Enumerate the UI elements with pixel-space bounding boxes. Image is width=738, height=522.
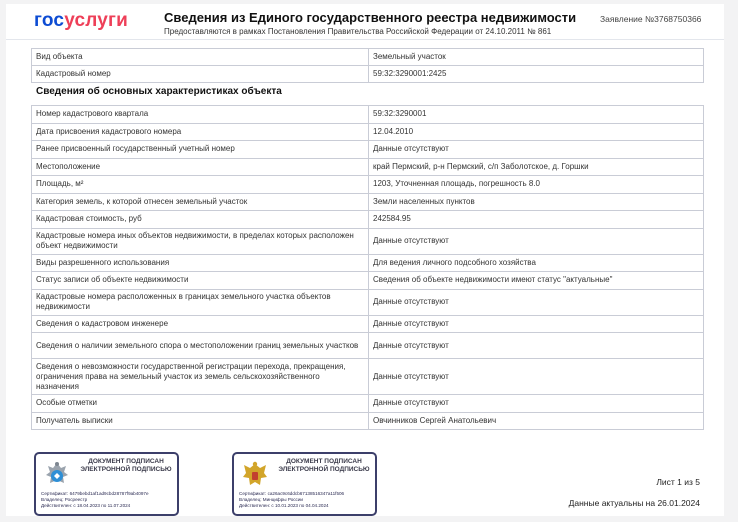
row-key: Категория земель, к которой отнесен земельный участок xyxy=(32,193,369,211)
row-key: Сведения о невозможности государственной регистрации перехода, прекращения, ограничения права на земельный участок из земель сельскохозяйственного назначения xyxy=(32,359,369,395)
rosreestr-emblem-icon xyxy=(42,459,72,491)
row-value: Для ведения личного подсобного хозяйства xyxy=(369,254,704,272)
stamp-owner: Владелец: Росреестр xyxy=(41,497,88,503)
document-header xyxy=(6,4,724,40)
row-key: Получатель выписки xyxy=(32,412,369,430)
table-row xyxy=(32,359,704,395)
table-row xyxy=(32,106,704,124)
table-row xyxy=(32,412,704,430)
row-key: Кадастровые номера иных объектов недвижимости, в пределах которых расположен объект недвижимости xyxy=(32,228,369,254)
table-row xyxy=(32,289,704,315)
stamp-valid: Действителен: с 10.01.2023 по 04.04.2024 xyxy=(239,503,329,509)
stamp-owner: Владелец: Минцифры России xyxy=(239,497,303,503)
table-row xyxy=(32,272,704,290)
actual-date: Данные актуальны на 26.01.2024 xyxy=(568,498,700,508)
russia-coat-of-arms-icon xyxy=(240,459,270,491)
sheet-number: Лист 1 из 5 xyxy=(656,477,700,487)
row-value: Данные отсутствуют xyxy=(369,141,704,159)
row-value: Данные отсутствуют xyxy=(369,359,704,395)
row-value: Сведения об объекте недвижимости имеют статус "актуальные" xyxy=(369,272,704,290)
row-value: Данные отсутствуют xyxy=(369,228,704,254)
row-value: Данные отсутствуют xyxy=(369,315,704,333)
row-key: Виды разрешенного использования xyxy=(32,254,369,272)
row-key: Сведения о наличии земельного спора о местоположении границ земельных участков xyxy=(32,333,369,359)
stamp-info xyxy=(239,491,344,510)
table-row xyxy=(32,333,704,359)
object-table xyxy=(31,48,704,83)
stamp-valid: Действителен: с 18.04.2023 по 11.07.2024 xyxy=(41,503,131,509)
row-value: 59:32:3290001:2425 xyxy=(369,66,704,83)
table-row xyxy=(32,123,704,141)
row-value: 242584.95 xyxy=(369,211,704,229)
row-value: Земли населенных пунктов xyxy=(369,193,704,211)
row-value: Данные отсутствуют xyxy=(369,289,704,315)
row-key: Площадь, м² xyxy=(32,176,369,194)
gosuslugi-logo xyxy=(34,10,128,32)
table-row xyxy=(32,176,704,194)
table-row xyxy=(32,193,704,211)
row-value: Земельный участок xyxy=(369,49,704,66)
row-key: Кадастровая стоимость, руб xyxy=(32,211,369,229)
row-value: Овчинников Сергей Анатольевич xyxy=(369,412,704,430)
section-title: Сведения об основных характеристиках объекта xyxy=(36,86,282,97)
row-value: край Пермский, р-н Пермский, с/п Заболотское, д. Горшки xyxy=(369,158,704,176)
stamp-certificate: Сертификат: ca26ac9c6ddcb67138516347a11f506 xyxy=(239,491,345,496)
table-row xyxy=(32,49,704,66)
characteristics-table xyxy=(31,105,704,430)
row-key: Статус записи об объекте недвижимости xyxy=(32,272,369,290)
document-page xyxy=(6,4,724,516)
row-value: 59:32:3290001 xyxy=(369,106,704,124)
table-row xyxy=(32,66,704,83)
table-row xyxy=(32,141,704,159)
table-row xyxy=(32,395,704,413)
document-subtitle: Предоставляются в рамках Постановления Правительства Российской Федерации от 24.10.2011 № 861 xyxy=(164,27,552,36)
row-key: Номер кадастрового квартала xyxy=(32,106,369,124)
stamp-title: ДОКУМЕНТ ПОДПИСАН ЭЛЕКТРОННОЙ ПОДПИСЬЮ xyxy=(278,458,370,473)
table-row xyxy=(32,228,704,254)
logo-part-uslugi: услуги xyxy=(64,10,129,31)
row-key: Местоположение xyxy=(32,158,369,176)
row-value: Данные отсутствуют xyxy=(369,333,704,359)
application-number: Заявление №3768750366 xyxy=(600,14,702,24)
document-title: Сведения из Единого государственного реестра недвижимости xyxy=(164,10,577,25)
table-row xyxy=(32,254,704,272)
row-key: Дата присвоения кадастрового номера xyxy=(32,123,369,141)
table-row xyxy=(32,158,704,176)
row-value: 1203, Уточненная площадь, погрешность 8.0 xyxy=(369,176,704,194)
row-key: Ранее присвоенный государственный учетный номер xyxy=(32,141,369,159)
row-key: Особые отметки xyxy=(32,395,369,413)
stamp-certificate: Сертификат: 6479bebd1af1ad9cbd28787f9ab4097e xyxy=(41,491,149,496)
row-value: Данные отсутствуют xyxy=(369,395,704,413)
logo-part-gos: гос xyxy=(34,10,65,31)
stamp-info xyxy=(41,491,149,510)
row-value: 12.04.2010 xyxy=(369,123,704,141)
signature-stamp-rosreestr xyxy=(34,452,179,516)
row-key: Сведения о кадастровом инженере xyxy=(32,315,369,333)
table-row xyxy=(32,315,704,333)
table-row xyxy=(32,211,704,229)
row-key: Вид объекта xyxy=(32,49,369,66)
row-key: Кадастровые номера расположенных в границах земельного участка объектов недвижимости xyxy=(32,289,369,315)
stamp-title: ДОКУМЕНТ ПОДПИСАН ЭЛЕКТРОННОЙ ПОДПИСЬЮ xyxy=(80,458,172,473)
signature-stamp-mintsifry xyxy=(232,452,377,516)
row-key: Кадастровый номер xyxy=(32,66,369,83)
